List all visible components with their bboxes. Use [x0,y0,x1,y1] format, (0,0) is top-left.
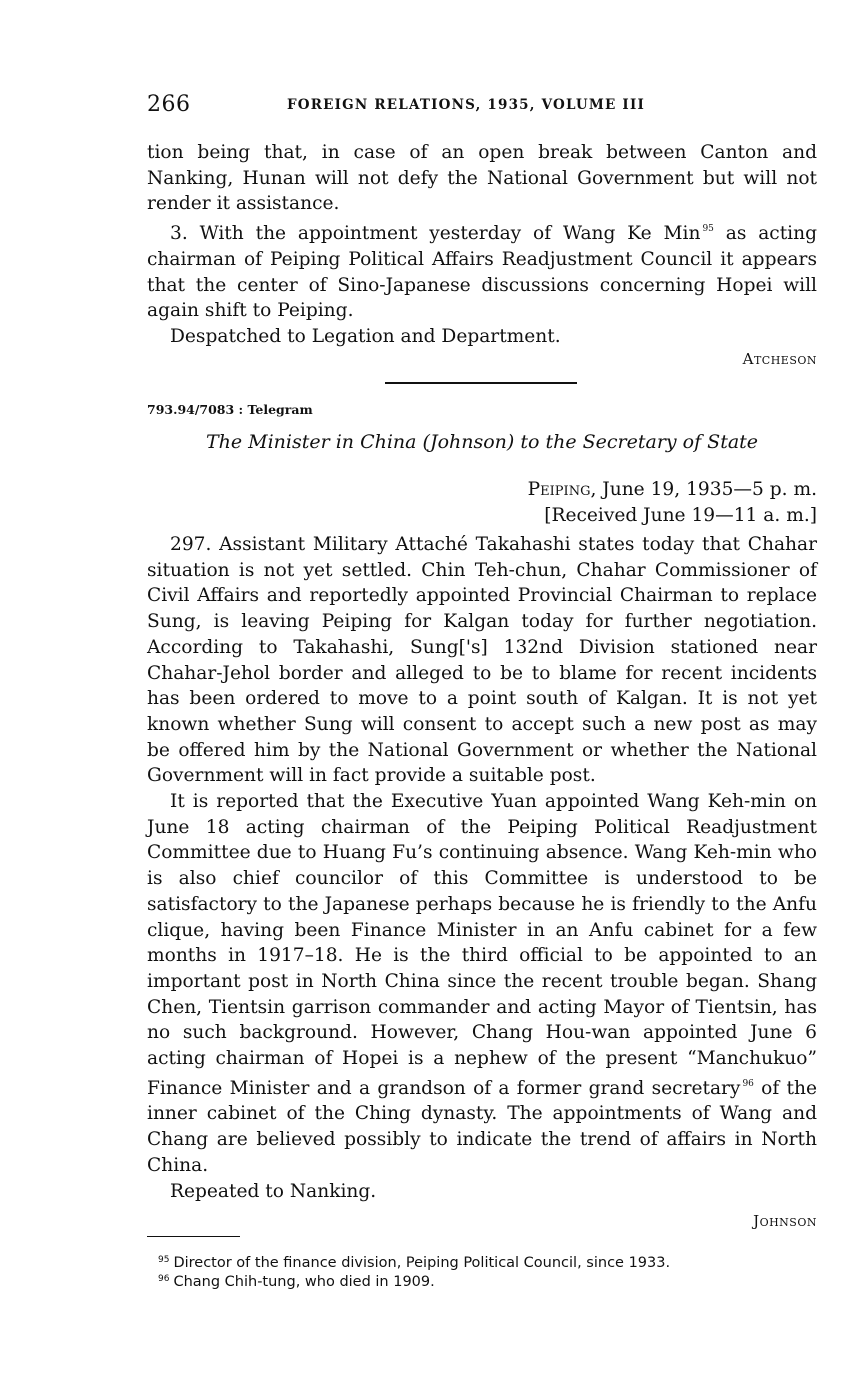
footnotes [158,1252,670,1290]
section-continued-text [147,140,817,350]
footnote [158,1271,670,1290]
section-divider [385,382,577,384]
footnote-text: Director of the finance division, Peiping Political Council, since 1933. [173,1255,671,1271]
footnote [158,1252,670,1271]
paragraph: tion being that, in case of an open break between Canton and Nanking, Hunan will not defy the National Government but will not render it assistance. [147,142,817,215]
received-line: [Received June 19—11 a. m.] [544,505,817,526]
page-number: 266 [147,92,191,117]
dateline-place: Peiping [527,479,591,500]
paragraph: Despatched to Legation and Department. [170,325,561,347]
signature-johnson: Johnson [753,1212,817,1230]
paragraph [147,789,817,1179]
paragraph: Repeated to Nanking. [170,1180,377,1202]
file-number: 793.94/7083 : Telegram [147,402,313,417]
document-title: The Minister in China (Johnson) to the Secretary of State [205,431,759,453]
dateline [528,479,817,500]
page-header [147,92,817,122]
footnote-divider [147,1236,240,1237]
paragraph-text: 3. With the appointment yesterday of Wang Ke Min [170,223,701,245]
telegram-body [147,532,817,1204]
footnote-mark: 96 [158,1274,170,1284]
footnote-text: Chang Chih-tung, who died in 1909. [173,1274,435,1290]
paragraph-text: of the inner cabinet of the Ching dynasty. The appointments of Wang and Chang are believed possibly to indicate the trend of affairs in North China. [147,1077,817,1176]
paragraph-text: as acting chairman of Peiping Political Affairs Readjustment Council it appears that the center of Sino-Japanese discussions concerning Hopei will again shift to Peiping. [147,223,817,322]
signature-atcheson: Atcheson [742,350,817,368]
paragraph: 297. Assistant Military Attaché Takahashi states today that Chahar situation is not yet settled. Chin Teh-chun, Chahar Commissioner of Civil Affairs and reportedly appointed Provincial Chairman to replace Sung, is leaving Peiping for Kalgan today for further negotiation. According to Takahashi, Sung['s] 132nd Division stationed near Chahar-Jehol border and alleged to be to blame for recent incidents has been ordered to move to a point south of Kalgan. It is not yet known whether Sung will consent to accept such a new post as may be offered him by the National Government or whether the National Government will in fact provide a suitable post. [147,534,817,787]
paragraph-text: It is reported that the Executive Yuan appointed Wang Keh-min on June 18 acting chairman of the Peiping Political Readjustment Committee due to Huang Fu’s continuing absence. Wang Keh-min who is also chief councilor of this Committee is understood to be satisfactory to the Japanese perhaps because he is friendly to the Anfu clique, having been Finance Minister in an Anfu cabinet for a few months in 1917–18. He is the third official to be appointed to an important post in North China since the recent trouble began. Shang Chen, Tientsin garrison commander and acting Mayor of Tientsin, has no such background. However, Chang Hou-wan appointed June 6 acting chairman of Hopei is a nephew of the present “Manchukuo” Finance Minister and a grandson of a former grand secretary [147,791,817,1099]
dateline-date: , June 19, 1935—5 p. m. [590,479,817,500]
footnote-ref: 96 [742,1078,754,1089]
footnote-mark: 95 [158,1255,170,1265]
paragraph [147,217,817,324]
footnote-ref: 95 [702,224,714,235]
running-head: FOREIGN RELATIONS, 1935, VOLUME III [287,97,645,113]
